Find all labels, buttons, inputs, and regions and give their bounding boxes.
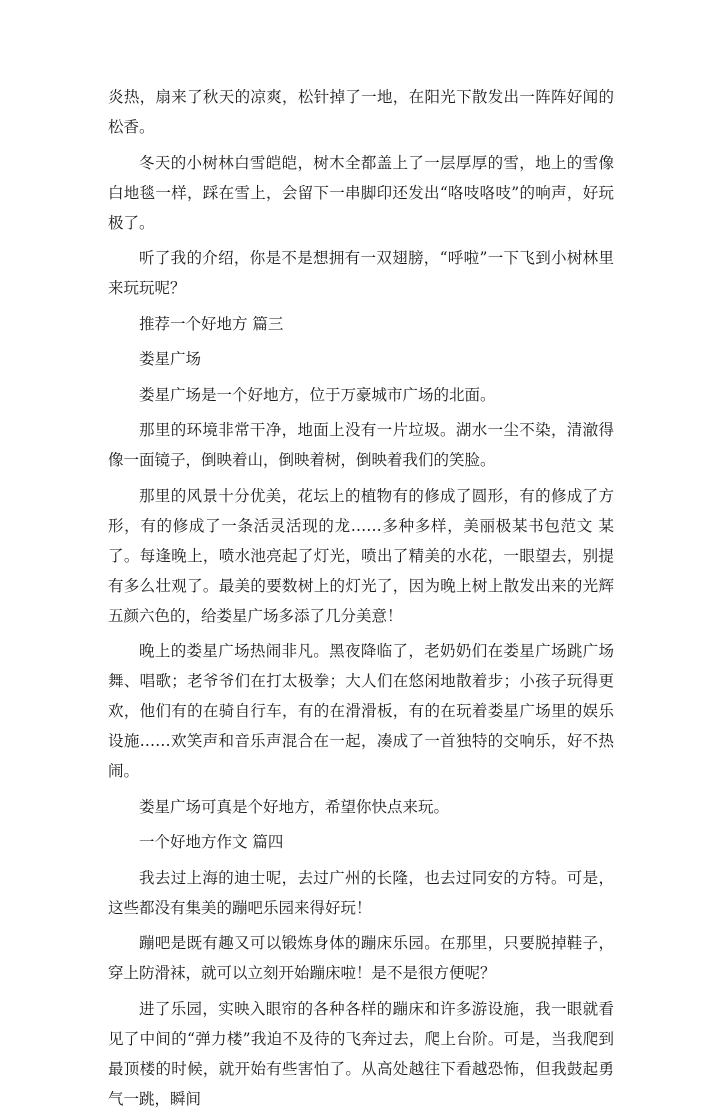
- paragraph-13: 蹦吧是既有趣又可以锻炼身体的蹦床乐园。在那里，只要脱掉鞋子，穿上防滑袜，就可以立刻开始蹦床啦！是不是很方便呢？: [108, 934, 614, 982]
- section-heading-4: 一个好地方作文 篇四: [139, 833, 284, 851]
- section-subtitle: 娄星广场: [139, 350, 202, 368]
- section-heading-3: 推荐一个好地方 篇三: [139, 314, 284, 333]
- paragraph-7: 那里的环境非常干净，地面上没有一片垃圾。湖水一尘不染，清澈得像一面镜子，倒映着山，倒映着树，倒映着我们的笑脸。: [108, 421, 614, 469]
- paragraph-14: 进了乐园，实映入眼帘的各种各样的蹦床和许多游设施，我一眼就看见了中间的“弹力楼”我迫不及待的飞奔过去，爬上台阶。可是，当我爬到最顶楼的时候，就开始有些害怕了。从高处越往下看越恐怖，但我鼓起勇气一跳，瞬间: [108, 999, 614, 1108]
- document-body: [108, 82, 614, 1119]
- paragraph-12: 我去过上海的迪士呢，去过广州的长隆，也去过同安的方特。可是，这些都没有集美的蹦吧乐园来得好玩！: [108, 868, 614, 917]
- paragraph-1: 炎热，扇来了秋天的凉爽，松针掉了一地，在阳光下散发出一阵阵好闻的松香。: [108, 88, 614, 136]
- paragraph-9: 晚上的娄星广场热闹非凡。黑夜降临了，老奶奶们在娄星广场跳广场舞、唱歌；老爷爷们在打太极拳；大人们在悠闲地散着步；小孩子玩得更欢，他们有的在骑自行车，有的在滑滑板，有的在玩着娄星广场里的娱乐设施……欢笑声和音乐声混合在一起，凑成了一首独特的交响乐，好不热闹。: [108, 642, 614, 780]
- paragraph-8: 那里的风景十分优美，花坛上的植物有的修成了圆形，有的修成了方形，有的修成了一条活灵活现的龙……多种多样，美丽极某书包范文 某了。每逢晚上，喷水池亮起了灯光，喷出了精美的水花，一眼望去，别提有多么壮观了。最美的要数树上的灯光了，因为晚上树上散发出来的光辉五颜六色的，给娄星广场多添了几分美意！: [108, 486, 614, 625]
- paragraph-3: 听了我的介绍，你是不是想拥有一双翅膀，“呼啦”一下飞到小树林里来玩玩呢？: [108, 249, 614, 297]
- paragraph-10: 娄星广场可真是个好地方，希望你快点来玩。: [139, 797, 450, 816]
- paragraph-2: 冬天的小树林白雪皑皑，树木全都盖上了一层厚厚的雪，地上的雪像白地毯一样，踩在雪上，会留下一串脚印还发出“咯吱咯吱”的响声，好玩极了。: [108, 153, 614, 232]
- paragraph-6: 娄星广场是一个好地方，位于万豪城市广场的北面。: [139, 385, 496, 404]
